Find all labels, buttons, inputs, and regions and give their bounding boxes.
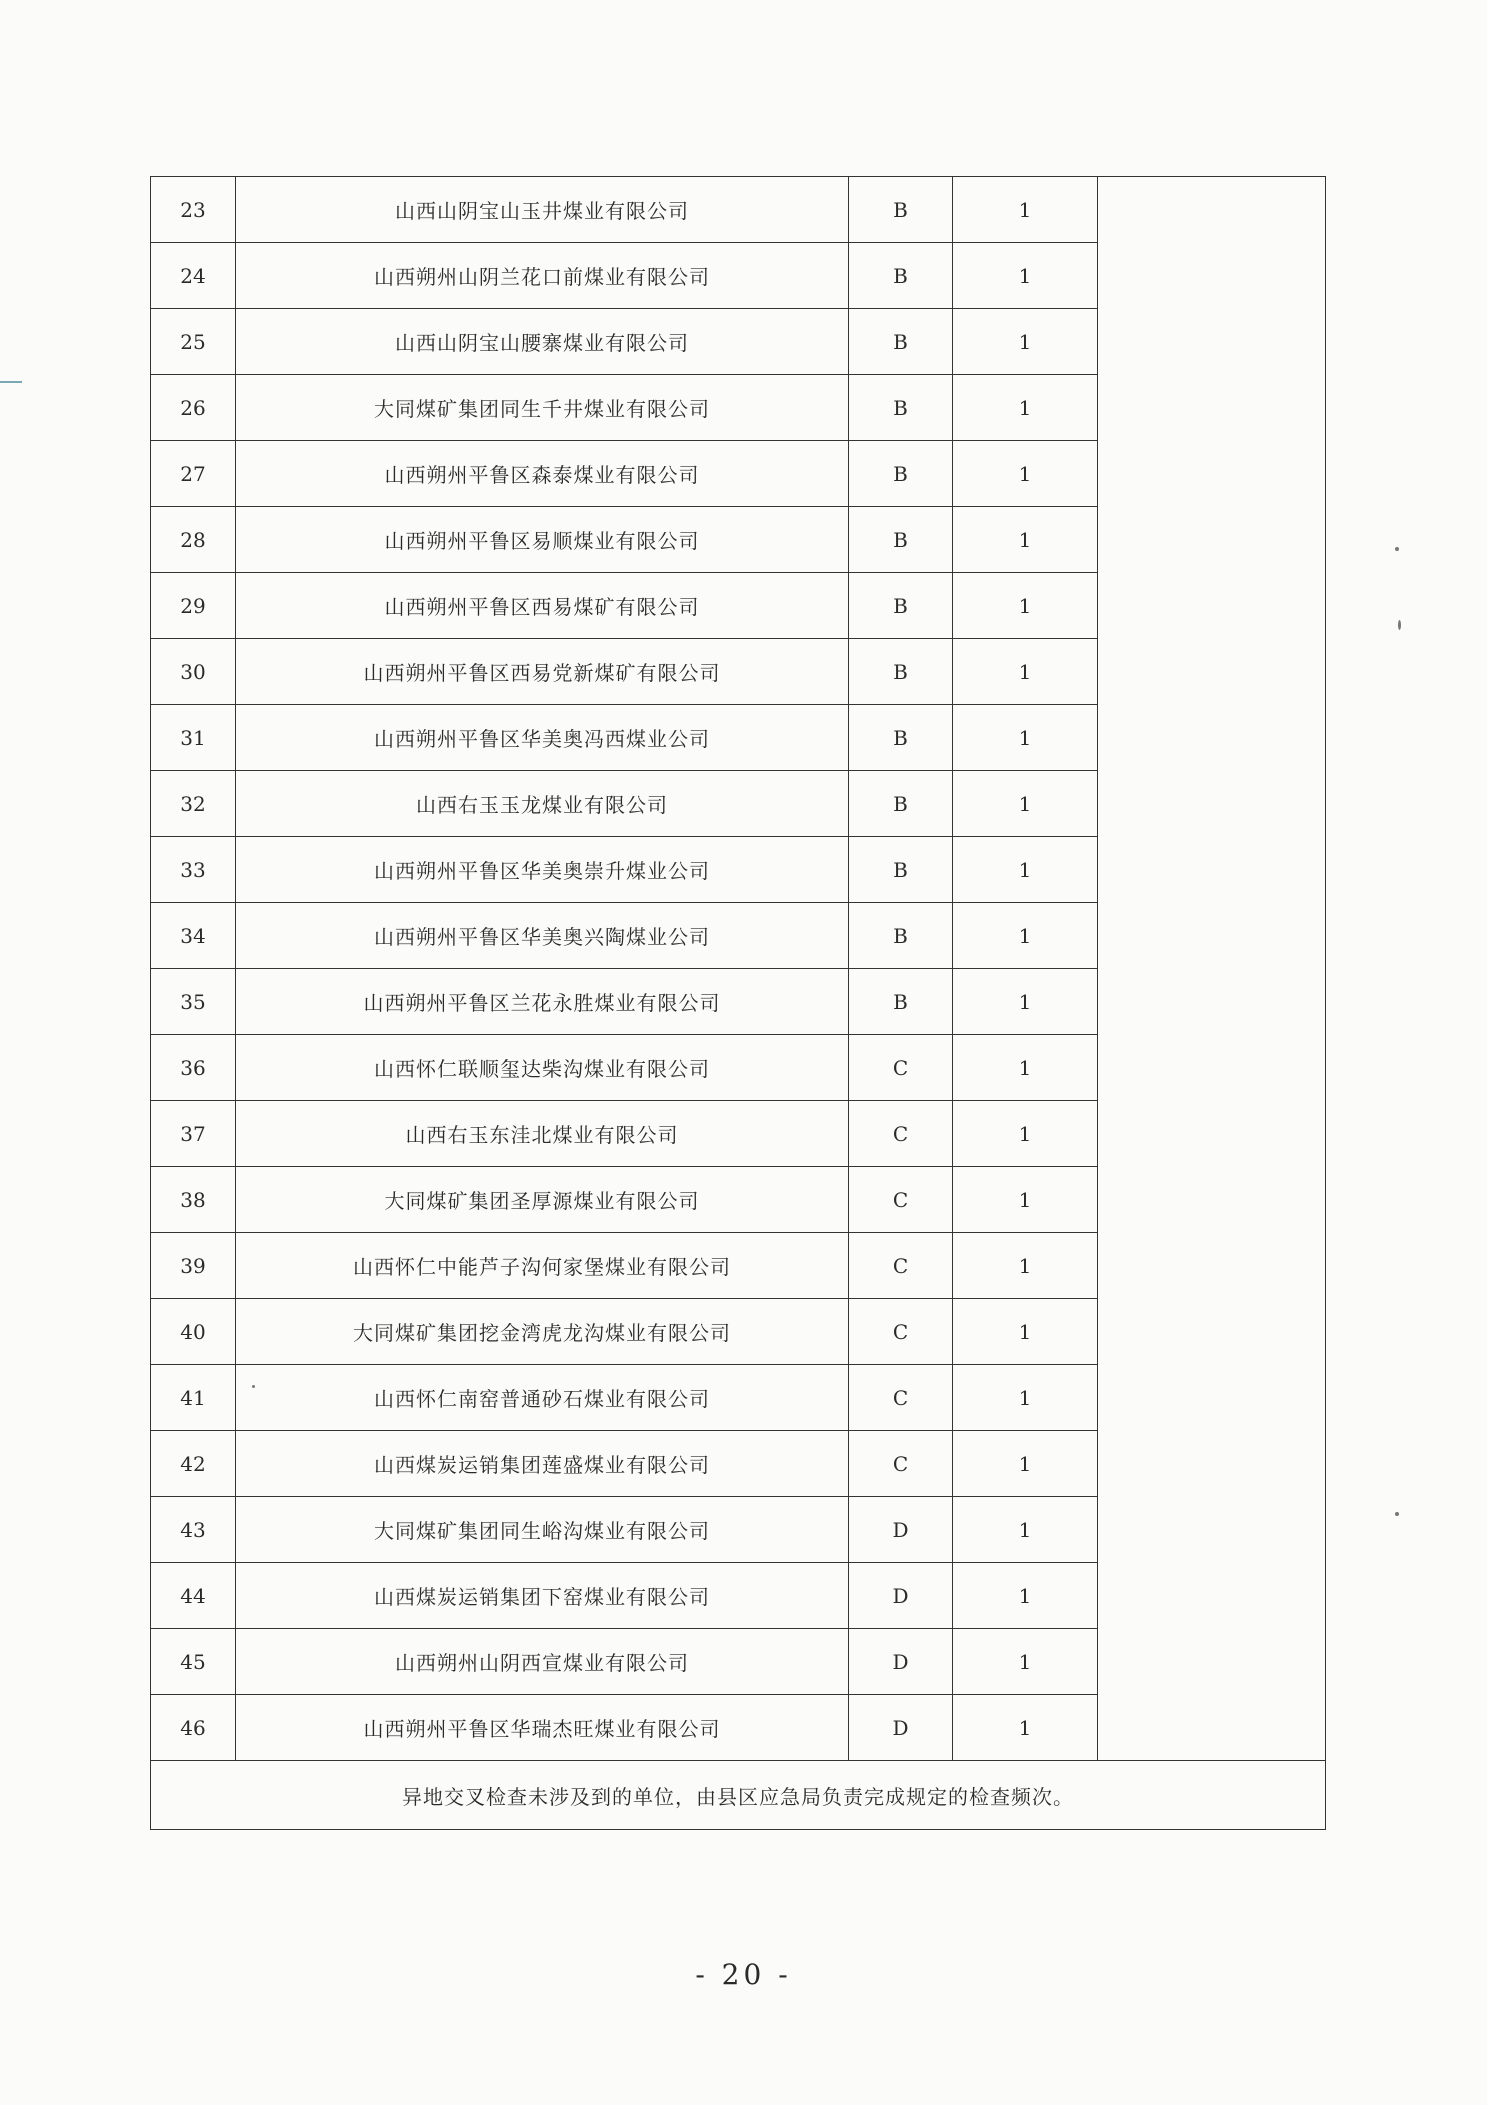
frequency-cell: 1	[953, 441, 1098, 507]
frequency-cell: 1	[953, 177, 1098, 243]
row-number: 23	[151, 177, 236, 243]
scan-speck	[1398, 620, 1401, 630]
row-number: 46	[151, 1695, 236, 1761]
frequency-cell: 1	[953, 1035, 1098, 1101]
frequency-cell: 1	[953, 1431, 1098, 1497]
frequency-cell: 1	[953, 1629, 1098, 1695]
grade-cell: B	[849, 507, 953, 573]
row-number: 25	[151, 309, 236, 375]
row-number: 31	[151, 705, 236, 771]
frequency-cell: 1	[953, 837, 1098, 903]
inspection-table	[150, 176, 1326, 1830]
company-name: 山西朔州平鲁区西易煤矿有限公司	[236, 573, 849, 639]
grade-cell: C	[849, 1431, 953, 1497]
grade-cell: B	[849, 375, 953, 441]
company-name: 山西怀仁中能芦子沟何家堡煤业有限公司	[236, 1233, 849, 1299]
grade-cell: D	[849, 1629, 953, 1695]
grade-cell: B	[849, 441, 953, 507]
frequency-cell: 1	[953, 507, 1098, 573]
row-number: 33	[151, 837, 236, 903]
grade-cell: C	[849, 1167, 953, 1233]
frequency-cell: 1	[953, 705, 1098, 771]
frequency-cell: 1	[953, 1101, 1098, 1167]
frequency-cell: 1	[953, 969, 1098, 1035]
company-name: 山西朔州平鲁区华美奥兴陶煤业公司	[236, 903, 849, 969]
frequency-cell: 1	[953, 375, 1098, 441]
row-number: 36	[151, 1035, 236, 1101]
grade-cell: D	[849, 1563, 953, 1629]
frequency-cell: 1	[953, 573, 1098, 639]
row-number: 35	[151, 969, 236, 1035]
row-number: 26	[151, 375, 236, 441]
table-body	[151, 177, 1326, 1830]
company-name: 大同煤矿集团同生峪沟煤业有限公司	[236, 1497, 849, 1563]
grade-cell: B	[849, 771, 953, 837]
grade-cell: B	[849, 969, 953, 1035]
grade-cell: C	[849, 1233, 953, 1299]
company-name: 山西朔州平鲁区华美奥崇升煤业公司	[236, 837, 849, 903]
grade-cell: C	[849, 1035, 953, 1101]
grade-cell: C	[849, 1101, 953, 1167]
frequency-cell: 1	[953, 639, 1098, 705]
grade-cell: B	[849, 309, 953, 375]
row-number: 38	[151, 1167, 236, 1233]
company-name: 山西朔州山阴兰花口前煤业有限公司	[236, 243, 849, 309]
company-name: 山西煤炭运销集团下窑煤业有限公司	[236, 1563, 849, 1629]
row-number: 37	[151, 1101, 236, 1167]
company-name: 山西怀仁联顺玺达柴沟煤业有限公司	[236, 1035, 849, 1101]
frequency-cell: 1	[953, 771, 1098, 837]
grade-cell: D	[849, 1497, 953, 1563]
row-number: 30	[151, 639, 236, 705]
grade-cell: C	[849, 1299, 953, 1365]
row-number: 32	[151, 771, 236, 837]
row-number: 45	[151, 1629, 236, 1695]
company-name: 山西朔州平鲁区华美奥冯西煤业公司	[236, 705, 849, 771]
row-number: 40	[151, 1299, 236, 1365]
grade-cell: B	[849, 837, 953, 903]
row-number: 27	[151, 441, 236, 507]
grade-cell: B	[849, 177, 953, 243]
table-row	[151, 177, 1326, 243]
company-name: 山西山阴宝山玉井煤业有限公司	[236, 177, 849, 243]
grade-cell: C	[849, 1365, 953, 1431]
grade-cell: D	[849, 1695, 953, 1761]
company-name: 山西朔州山阴西宣煤业有限公司	[236, 1629, 849, 1695]
row-number: 43	[151, 1497, 236, 1563]
company-name: 山西右玉玉龙煤业有限公司	[236, 771, 849, 837]
company-name: 大同煤矿集团挖金湾虎龙沟煤业有限公司	[236, 1299, 849, 1365]
grade-cell: B	[849, 705, 953, 771]
row-number: 39	[151, 1233, 236, 1299]
company-name: 山西朔州平鲁区兰花永胜煤业有限公司	[236, 969, 849, 1035]
margin-mark	[0, 381, 22, 383]
grade-cell: B	[849, 903, 953, 969]
footer-row	[151, 1761, 1326, 1830]
grade-cell: B	[849, 639, 953, 705]
frequency-cell: 1	[953, 1365, 1098, 1431]
frequency-cell: 1	[953, 309, 1098, 375]
frequency-cell: 1	[953, 1695, 1098, 1761]
grade-cell: B	[849, 573, 953, 639]
frequency-cell: 1	[953, 243, 1098, 309]
frequency-cell: 1	[953, 1563, 1098, 1629]
company-name: 大同煤矿集团圣厚源煤业有限公司	[236, 1167, 849, 1233]
footer-note: 异地交叉检查未涉及到的单位，由县区应急局负责完成规定的检查频次。	[151, 1761, 1326, 1830]
company-name: 山西朔州平鲁区易顺煤业有限公司	[236, 507, 849, 573]
row-number: 28	[151, 507, 236, 573]
company-name: 山西右玉东洼北煤业有限公司	[236, 1101, 849, 1167]
company-name: 山西朔州平鲁区西易党新煤矿有限公司	[236, 639, 849, 705]
company-name: 大同煤矿集团同生千井煤业有限公司	[236, 375, 849, 441]
company-name: 山西朔州平鲁区华瑞杰旺煤业有限公司	[236, 1695, 849, 1761]
company-name: 山西山阴宝山腰寨煤业有限公司	[236, 309, 849, 375]
company-name: 山西朔州平鲁区森泰煤业有限公司	[236, 441, 849, 507]
row-number: 34	[151, 903, 236, 969]
frequency-cell: 1	[953, 1233, 1098, 1299]
row-number: 24	[151, 243, 236, 309]
frequency-cell: 1	[953, 1497, 1098, 1563]
remarks-cell	[1098, 177, 1326, 1761]
frequency-cell: 1	[953, 1299, 1098, 1365]
scan-speck	[1395, 547, 1399, 551]
row-number: 42	[151, 1431, 236, 1497]
company-name: 山西怀仁南窑普通砂石煤业有限公司	[236, 1365, 849, 1431]
page-number: - 20 -	[695, 1958, 792, 1991]
row-number: 29	[151, 573, 236, 639]
frequency-cell: 1	[953, 1167, 1098, 1233]
scan-speck	[1395, 1512, 1399, 1516]
row-number: 44	[151, 1563, 236, 1629]
frequency-cell: 1	[953, 903, 1098, 969]
grade-cell: B	[849, 243, 953, 309]
company-name: 山西煤炭运销集团莲盛煤业有限公司	[236, 1431, 849, 1497]
row-number: 41	[151, 1365, 236, 1431]
